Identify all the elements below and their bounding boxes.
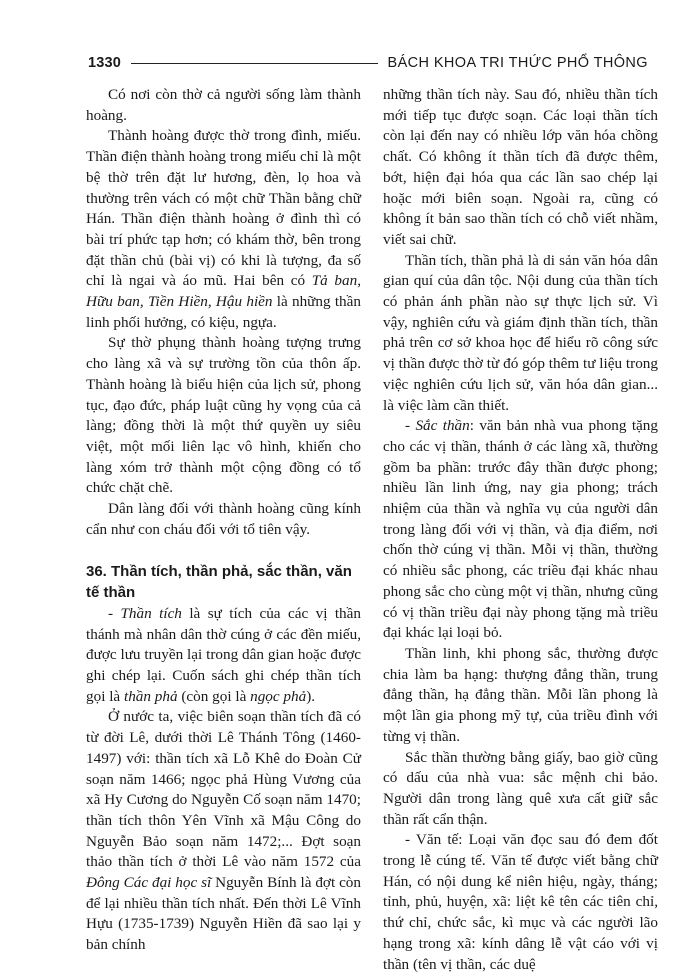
paragraph: Thần tích, thần phả là di sản văn hóa dân gian quí của dân tộc. Nội dung của thần tích có phản ánh phần nào sự thực lịch sử. Vì vậy, nghiên cứu và giám định thần tích, thần phả trên cơ sở khoa học để hiểu rõ công sức vị thần được thờ từ đó góp thêm tư liệu trong việc nghiên cứu lịch sử, văn hóa dân gian... là việc làm cần thiết. xyxy=(383,251,658,414)
paragraph: Thần linh, khi phong sắc, thường được chia làm ba hạng: thượng đẳng thần, trung đẳng thần, hạ đẳng thần. Mỗi lần phong là một lần gia phong mỹ tự, của triều đình với từng vị thần. xyxy=(383,644,658,745)
book-title: BÁCH KHOA TRI THỨC PHỔ THÔNG xyxy=(387,55,648,71)
paragraph: - Sắc thần: văn bản nhà vua phong tặng cho các vị thần, thánh ở các làng xã, thường gồm ba phần: trước đây thần được phong; nhiều lần linh ứng, nay gia phong; trách nhiệm của thần và nghĩa vụ của người dân trong làng đối với vị thần, và địa điểm, nơi chốn thờ cúng vị thần. Mỗi vị thần, thường có nhiều sắc phong, các triều đại khác nhau phong sắc cho cùng một vị thần, nhưng cũng có vị thần triều đại này phong tặng mà triều đại khác lại loại bỏ. xyxy=(383,417,658,642)
paragraph: Thành hoàng được thờ trong đình, miếu. Thần điện thành hoàng trong miếu chỉ là một bệ thờ trên đặt lư hương, đèn, lọ hoa và thường trên vách có một chữ Thần bằng chữ Hán. Thần điện thành hoàng ở đình thì có bài trí phức tạp hơn; có khám thờ, bên trong đặt thần chủ (bài vị) có khi là tượng, đa số chỉ là ngai và áo mũ. Hai bên có Tả ban, Hữu ban, Tiền Hiền, Hậu hiền là những thần linh phối hưởng, có kiệu, ngựa. xyxy=(86,127,362,331)
italic-term: Sắc thần xyxy=(415,417,470,435)
paragraph: - Thần tích là sự tích của các vị thần thánh mà nhân dân thờ cúng ở các đền miếu, được lưu truyền lại trong dân gian hoặc được ghi chép lại. Cuốn sách ghi chép thần tích gọi là thần phả (còn gọi là ngọc phả). xyxy=(86,604,361,705)
section-heading: 36. Thần tích, thần phả, sắc thần, văn tế thần xyxy=(86,563,352,602)
paragraph: những thần tích này. Sau đó, nhiều thần tích mới tiếp tục được soạn. Các loại thần tích còn lại đến nay có nhiều lớp văn hóa chồng chất. Có không ít thần tích đã được thêm, bớt, hiện đại hóa qua các lần sao chép lại hoặc mới biên soạn. Ngoài ra, cũng có không ít bản sao thần tích có chỗ viết nhầm, viết sai chữ. xyxy=(383,86,658,248)
paragraph: Ở nước ta, việc biên soạn thần tích đã có từ đời Lê, dưới thời Lê Thánh Tông (1460-1497) với: thần tích xã Lỗ Khê do Đoàn Cử soạn năm 1466; ngọc phả Hùng Vương của xã Hy Cương do Nguyễn Cố soạn năm 1470; thần tích thôn Yên Vĩnh xã Mậu Công do Nguyễn Bảo soạn năm 1472;... Đợt soạn thảo thần tích ở thời Lê vào năm 1572 của Đông Các đại học sĩ Nguyễn Bính là đợt còn để lại nhiều thần tích nhất. Đến thời Lê Vĩnh Hựu (1735-1739) Nguyễn Hiền đã sao lại y bản chính xyxy=(86,708,361,954)
paragraph: Sự thờ phụng thành hoàng tượng trưng cho làng xã và sự trường tồn của thôn ấp. Thành hoàng là biểu hiện của lịch sử, phong tục, đạo đức, pháp luật cũng hy vọng của cả làng; đồng thời là một thứ quyền uy siêu việt, một mối liên lạc vô hình, khiến cho làng xóm trở thành một cộng đồng có tổ chức chặt chẽ. xyxy=(86,334,361,497)
italic-term: Thần tích xyxy=(120,604,182,622)
paragraph: Có nơi còn thờ cả người sống làm thành hoàng. xyxy=(86,86,361,124)
paragraph: Dân làng đối với thành hoàng cũng kính cẩn như con cháu đối với tổ tiên vậy. xyxy=(86,500,361,538)
paragraph: - Văn tế: Loại văn đọc sau đó đem đốt trong lễ cúng tế. Văn tế được viết bằng chữ Hán, có nội dung kể niên hiệu, ngày, tháng; tỉnh, phủ, huyện, xã: liệt kê tên các tiên chỉ, thứ chỉ, chức sắc, kì mục và các người lão hạng trong xã: kính dâng lễ vật cáo với vị thần (tên vị thần, các duệ xyxy=(383,831,658,973)
italic-term: ngọc phả xyxy=(250,687,307,705)
header-rule xyxy=(131,63,377,64)
italic-term: thần phả xyxy=(123,687,178,705)
running-header xyxy=(88,52,648,74)
page-number: 1330 xyxy=(88,55,122,71)
paragraph: Sắc thần thường bằng giấy, bao giờ cũng có dấu của nhà vua: sắc mệnh chi bảo. Người dân trong làng quê xưa cất giữ sắc thần rất cẩn thận. xyxy=(383,748,658,828)
left-column xyxy=(86,85,361,956)
right-column xyxy=(383,85,658,975)
italic-term: Tả ban, Hữu ban, Tiền Hiền, Hậu hiền xyxy=(86,272,362,311)
italic-term: Đông Các đại học sĩ xyxy=(86,874,212,892)
